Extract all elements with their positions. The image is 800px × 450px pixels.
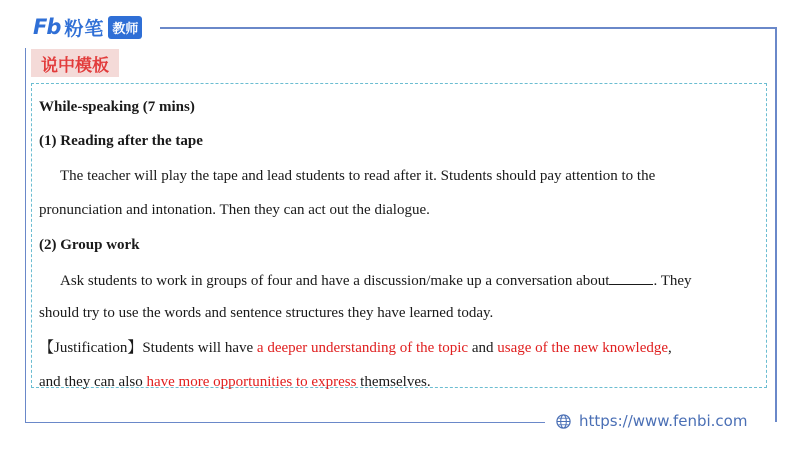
frame-bottom-line [25,422,545,423]
globe-icon [556,414,571,429]
frame-left-line [25,48,26,422]
justification-highlight-c: have more opportunities to express [146,374,357,391]
step2-line1-text: Ask students to work in groups of four and have a discussion/make up a conversation about [60,272,610,289]
stage-heading: While-speaking (7 mins) [39,99,195,115]
logo-mark: Fb [33,15,61,39]
content-box [31,83,767,391]
brand-logo [33,14,142,40]
footer-url[interactable]: https://www.fenbi.com [579,412,748,430]
justification-text-d: and they can also [39,374,147,391]
step2-title: (2) Group work [39,236,140,253]
justification-text-a: Students will have [142,339,257,356]
logo-name: 粉笔 [64,17,105,40]
justification-text-c: , [668,339,672,356]
step2-line1-end: . They [653,272,692,289]
frame-top-line [160,27,776,29]
step2-line2: should try to use the words and sentence structures they have learned today. [39,305,494,322]
justification-text-e: themselves. [356,374,431,391]
section-title: 说中模板 [31,49,119,77]
step1-line1: The teacher will play the tape and lead students to read after it. Students should pay attention to the [60,167,656,184]
justification-label: 【Justification】 [39,339,143,356]
justification-line2 [39,373,758,407]
step2-line1 [39,270,758,304]
justification-highlight-a: a deeper understanding of the topic [256,339,469,356]
frame-right-line [775,27,777,422]
footer-url-block [556,410,747,432]
justification-highlight-b: usage of the new knowledge [497,339,669,356]
logo-badge: 教师 [108,16,142,39]
step1-line2: pronunciation and intonation. Then they can act out the dialogue. [39,202,430,219]
fill-in-blank [609,270,653,285]
justification-text-b: and [468,339,498,356]
justification-line1 [39,339,758,373]
step1-title: (1) Reading after the tape [39,133,203,150]
